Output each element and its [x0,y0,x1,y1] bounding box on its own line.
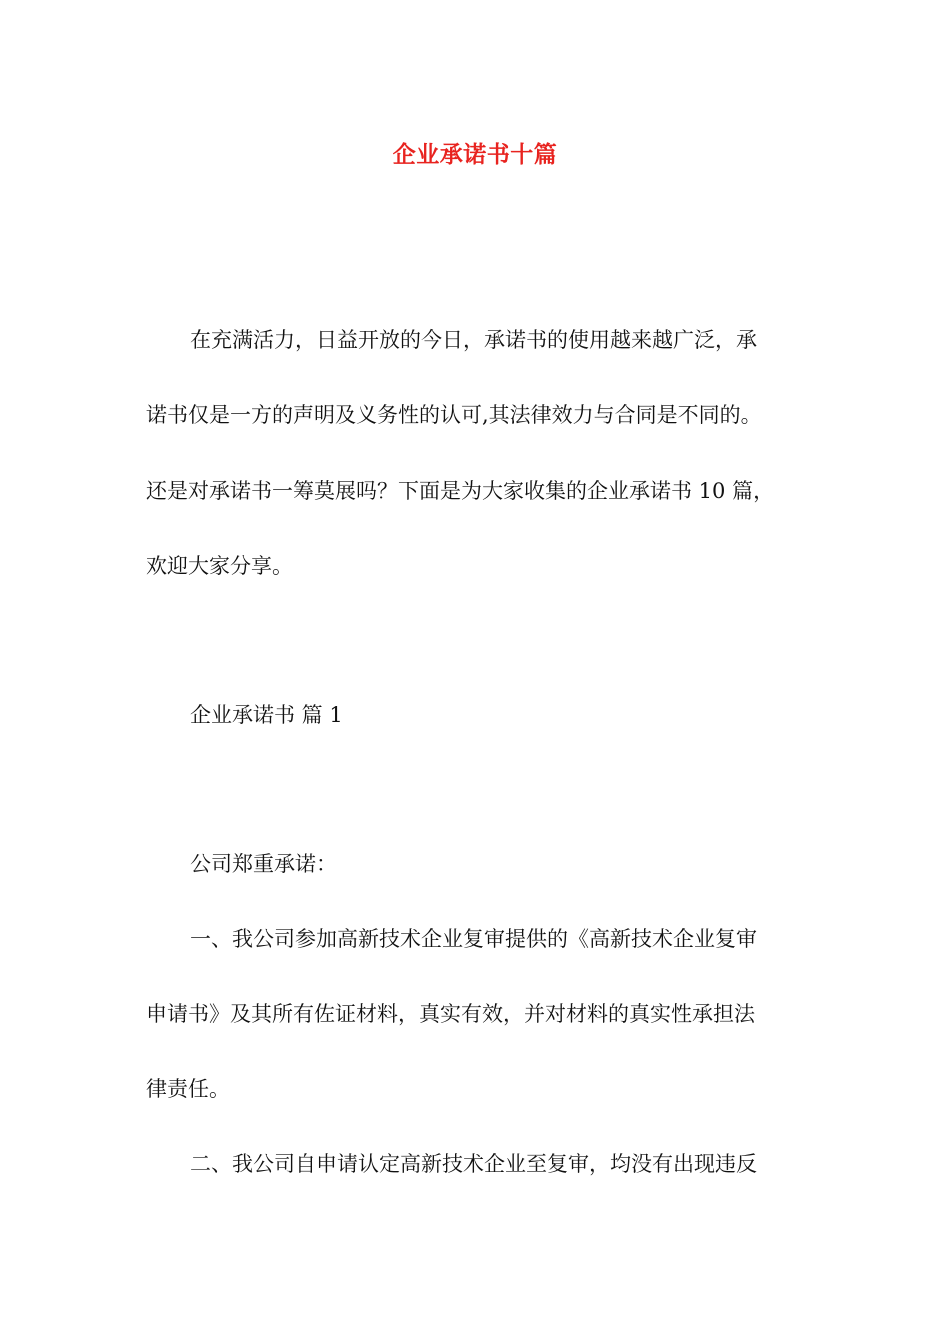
item1-line-2: 申请书》及其所有佐证材料，真实有效，并对材料的真实性承担法 [146,1002,755,1026]
intro-line-2: 诺书仅是一方的声明及义务性的认可,其法律效力与合同是不同的。 [146,403,762,427]
item2-line-1: 二、我公司自申请认定高新技术企业至复审，均没有出现违反 [190,1152,757,1176]
intro-line-4: 欢迎大家分享。 [146,554,293,578]
salutation: 公司郑重承诺： [190,852,337,876]
section-heading: 企业承诺书 篇 1 [190,703,343,727]
intro-line-1: 在充满活力，日益开放的今日，承诺书的使用越来越广泛，承 [190,328,757,352]
item1-line-1: 一、我公司参加高新技术企业复审提供的《高新技术企业复审 [190,927,757,951]
item1-line-3: 律责任。 [146,1077,230,1101]
document-title: 企业承诺书十篇 [392,141,558,168]
intro-line-3: 还是对承诺书一筹莫展吗？下面是为大家收集的企业承诺书 10 篇， [146,479,775,503]
